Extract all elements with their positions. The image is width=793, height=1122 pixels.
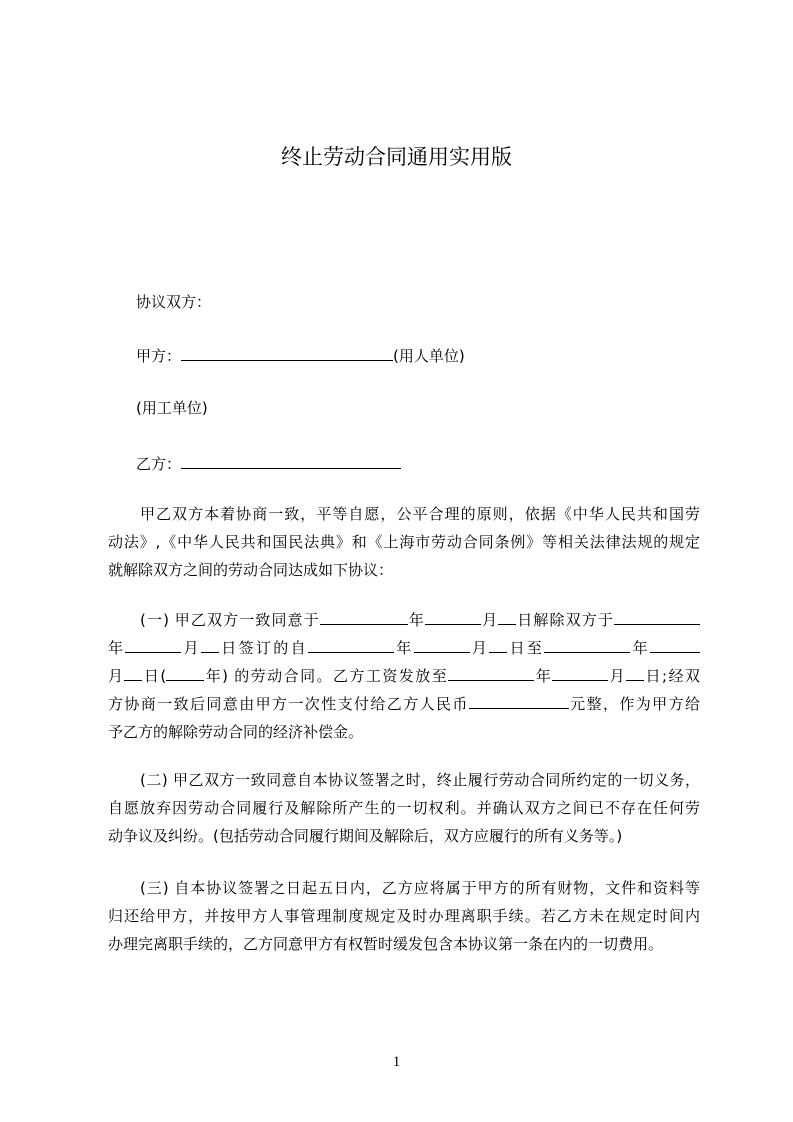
blank	[166, 664, 204, 681]
party-b-label: 乙方：	[136, 455, 182, 473]
clause-text: 年	[393, 639, 414, 657]
party-a-suffix: (用人单位)	[393, 347, 465, 365]
blank	[552, 664, 608, 681]
party-a-label: 甲方：	[136, 347, 182, 365]
blank	[626, 664, 644, 681]
clause-3-line: (三) 自本协议签署之日起五日内，乙方应将属于甲方的所有财物，文件和资料等	[140, 879, 700, 897]
clause-1-line	[108, 690, 700, 718]
clause-text: 日至	[507, 639, 545, 657]
blank	[201, 636, 219, 653]
clause-text: 日(	[142, 667, 167, 685]
page-number: 1	[392, 1054, 401, 1070]
party-a-blank	[181, 344, 393, 361]
clause-text: 日;经双	[644, 667, 700, 685]
clause-3-line: 办理完离职手续的，乙方同意甲方有权暂时缓发包含本协议第一条在内的一切费用。	[108, 935, 664, 953]
clause-text: 方协商一致后同意由甲方一次性支付给乙方人民币	[108, 695, 469, 713]
blank	[469, 692, 569, 709]
blank	[124, 664, 142, 681]
parties-heading: 协议双方：	[136, 293, 212, 311]
blank	[308, 636, 394, 653]
blank	[414, 636, 470, 653]
employer-unit-label: (用工单位)	[136, 399, 208, 417]
clause-text: 月	[181, 639, 201, 657]
blank	[448, 664, 534, 681]
clause-3	[108, 874, 700, 958]
blank	[544, 636, 630, 653]
blank	[125, 636, 181, 653]
blank	[650, 636, 700, 653]
blank	[489, 636, 507, 653]
intro-line: 动法》,《中华人民共和国民法典》和《上海市劳动合同条例》等相关法律法规的规定	[108, 533, 700, 551]
clause-1	[108, 606, 700, 746]
party-a-line	[136, 344, 465, 366]
blank	[320, 608, 408, 625]
clause-text: 年) 的劳动合同。乙方工资发放至	[204, 667, 449, 685]
intro-paragraph	[108, 500, 700, 584]
clause-text: 月	[469, 639, 490, 657]
blank	[498, 608, 516, 625]
clause-1-line: 予乙方的解除劳动合同的经济补偿金。	[108, 723, 364, 741]
blank	[425, 608, 481, 625]
clause-text: 日解除双方于	[516, 611, 614, 629]
clause-1-line	[108, 662, 700, 690]
clause-text: 元整，作为甲方给	[568, 695, 700, 713]
clause-text: 日签订的自	[218, 639, 308, 657]
clause-text: 月	[480, 611, 499, 629]
blank	[614, 608, 700, 625]
clause-text: 月	[108, 667, 125, 685]
intro-line: 就解除双方之间的劳动合同达成如下协议：	[108, 561, 394, 579]
clause-text: 月	[608, 667, 627, 685]
clause-2	[108, 766, 700, 850]
clause-2-line: 动争议及纠纷。(包括劳动合同履行期间及解除后，双方应履行的所有义务等。)	[108, 827, 623, 845]
clause-1-line	[108, 634, 700, 662]
clause-2-line: (二) 甲乙双方一致同意自本协议签署之时，终止履行劳动合同所约定的一切义务，	[140, 771, 700, 789]
party-b-blank	[181, 452, 401, 469]
clause-text: 年	[407, 611, 425, 629]
clause-text: 年	[630, 639, 650, 657]
clause-text: 年	[534, 667, 553, 685]
clause-3-line: 归还给甲方，并按甲方人事管理制度规定及时办理离职手续。若乙方未在规定时间内	[108, 907, 700, 925]
clause-2-line: 自愿放弃因劳动合同履行及解除所产生的一切权利。并确认双方之间已不存在任何劳	[108, 799, 700, 817]
clause-text: (一) 甲乙双方一致同意于	[140, 611, 320, 629]
clause-1-line	[108, 606, 700, 634]
intro-line: 甲乙双方本着协商一致，平等自愿，公平合理的原则，依据《中华人民共和国劳	[140, 505, 700, 523]
clause-text: 年	[108, 639, 126, 657]
document-title: 终止劳动合同通用实用版	[281, 145, 512, 169]
party-b-line	[136, 452, 401, 474]
